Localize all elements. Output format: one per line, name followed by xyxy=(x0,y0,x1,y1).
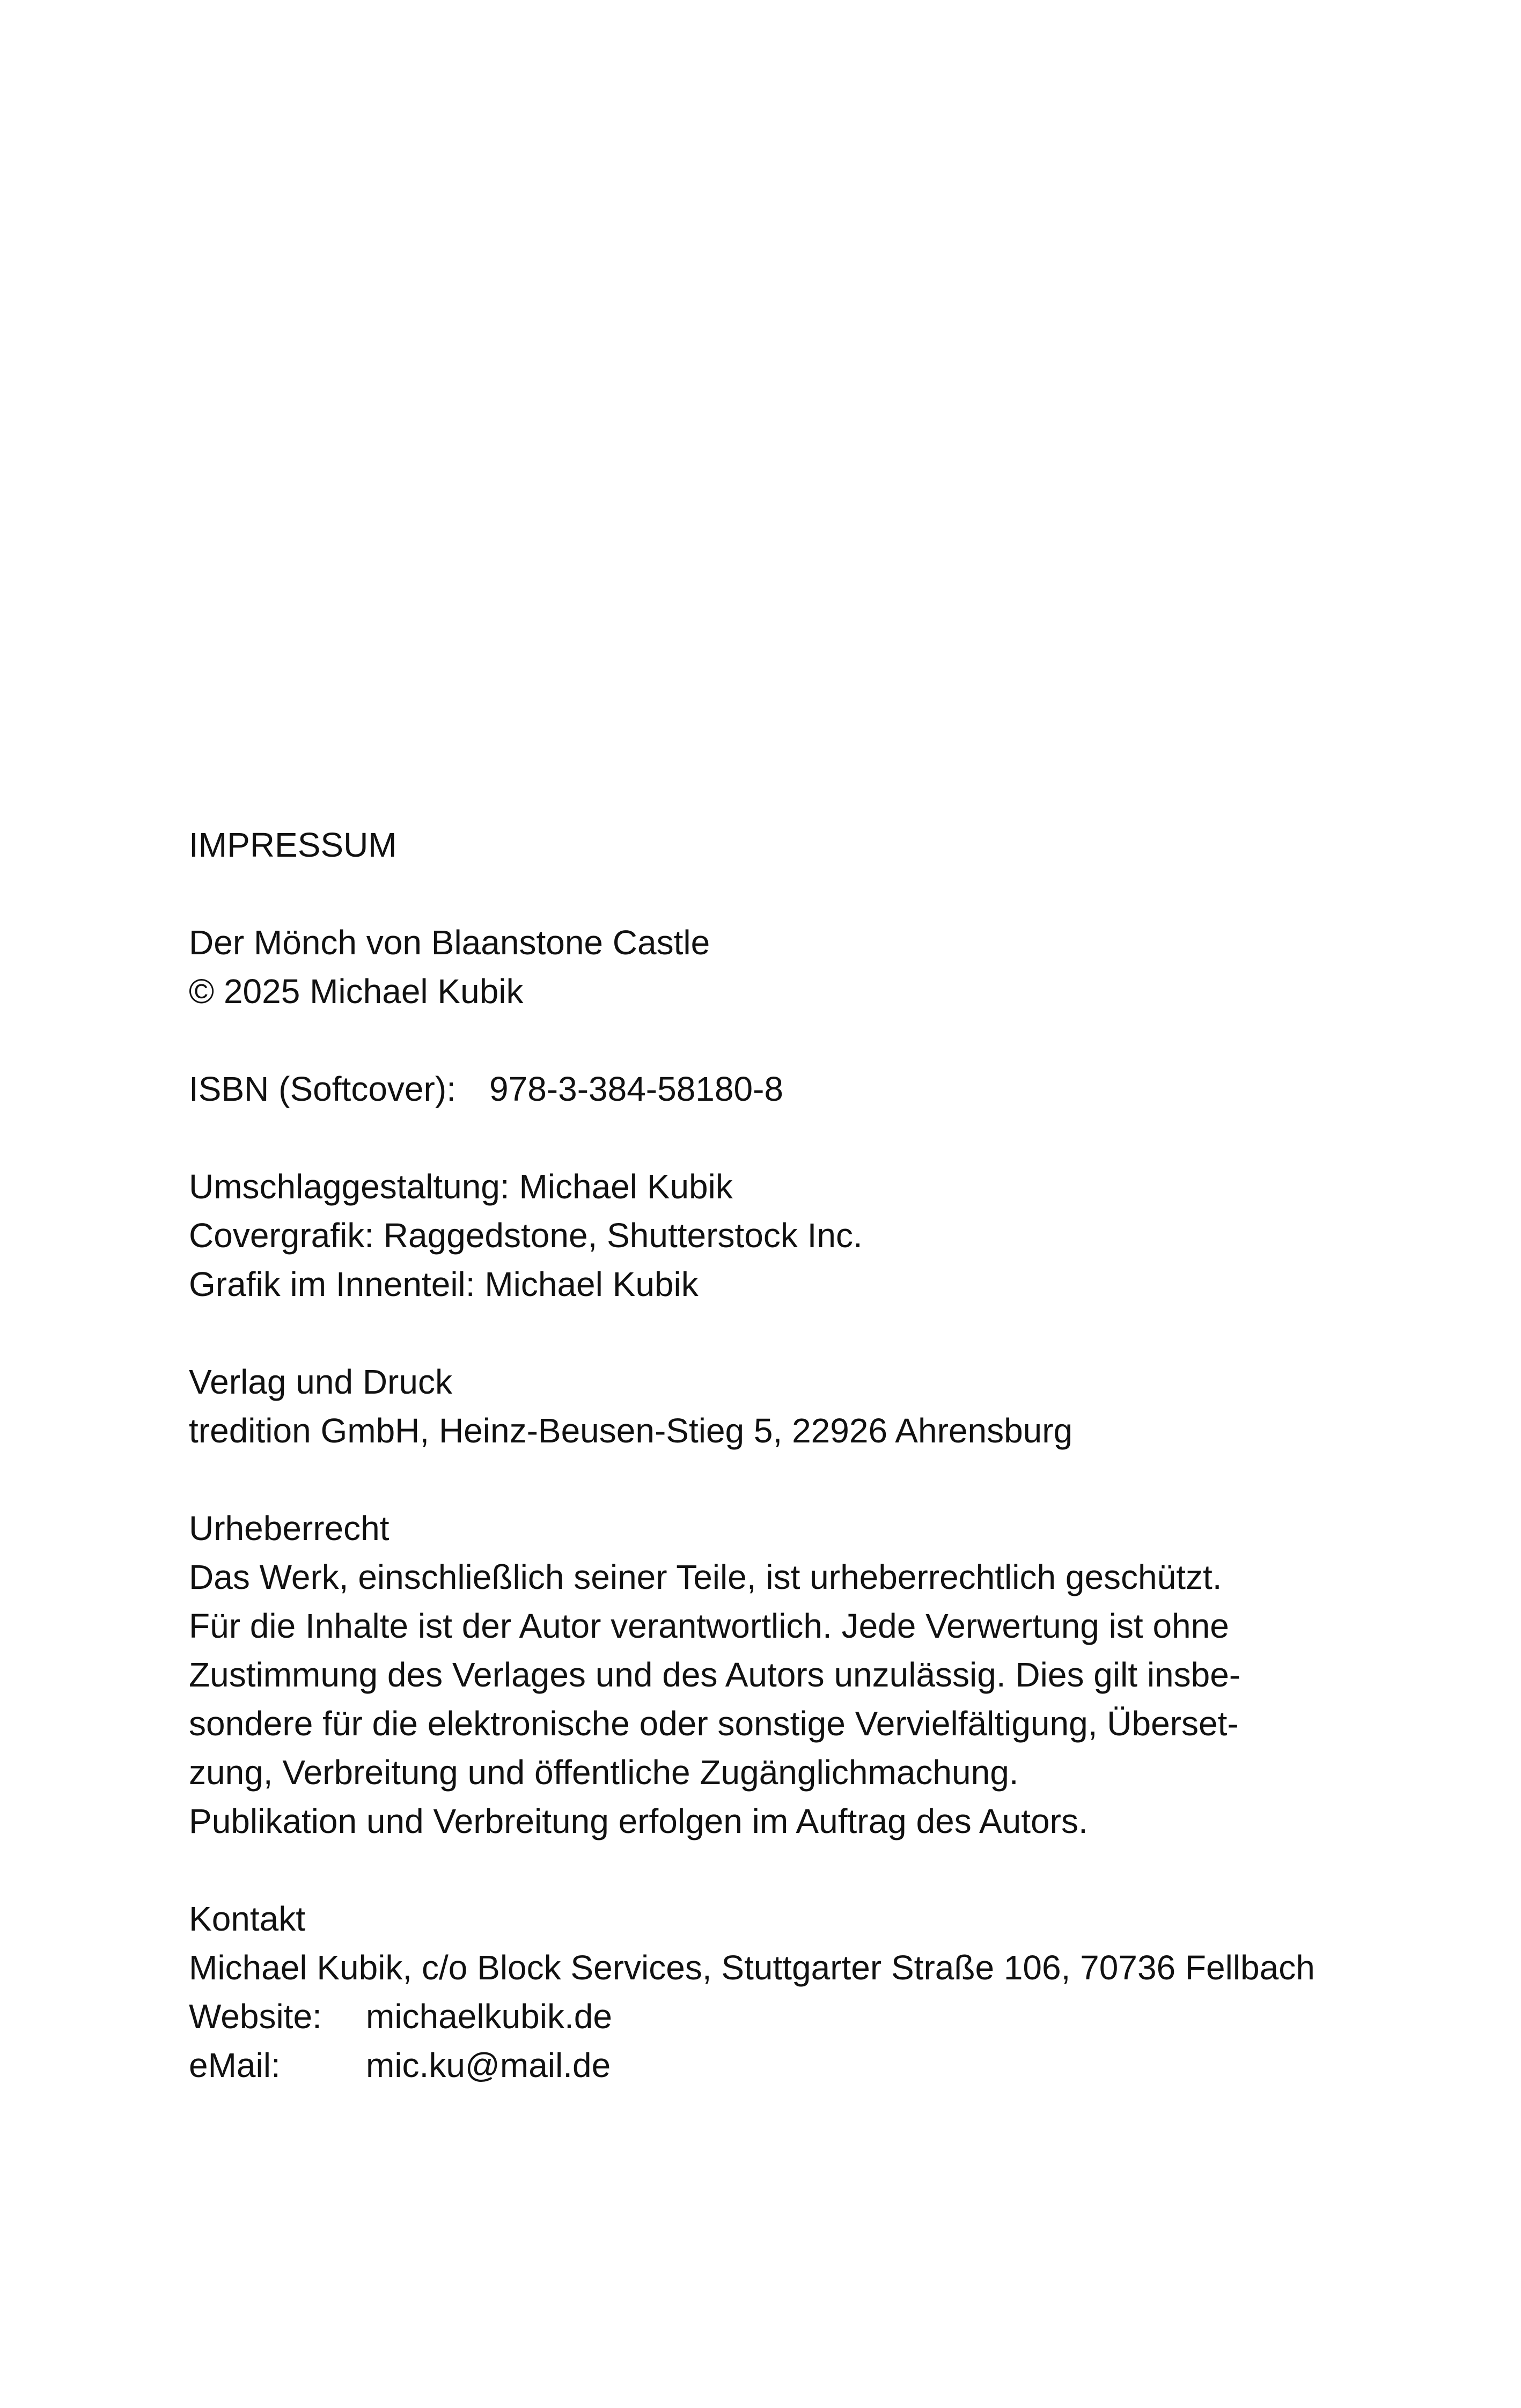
copyright-text-line: Publikation und Verbreitung erfolgen im Auftrag des Autors. xyxy=(189,1802,1088,1840)
contact-heading: Kontakt xyxy=(189,1899,306,1938)
cover-graphic-credit: Covergrafik: Raggedstone, Shutterstock Inc. xyxy=(189,1216,863,1255)
isbn-value: 978-3-384-58180-8 xyxy=(489,1070,783,1108)
email-value: mic.ku@mail.de xyxy=(366,2046,611,2085)
title-block xyxy=(189,918,1423,1016)
isbn-block xyxy=(189,1065,1423,1114)
publisher-heading: Verlag und Druck xyxy=(189,1363,452,1401)
isbn-label: ISBN (Softcover): xyxy=(189,1070,456,1108)
website-label: Website: xyxy=(189,1997,322,2036)
copyright-line: © 2025 Michael Kubik xyxy=(189,972,524,1011)
book-title: Der Mönch von Blaanstone Castle xyxy=(189,923,710,962)
copyright-text-line: sondere für die elektronische oder sonstige Vervielfältigung, Überset- xyxy=(189,1704,1239,1743)
isbn-row xyxy=(189,1065,1423,1114)
impressum-section xyxy=(189,821,1423,2139)
website-row xyxy=(189,1992,1423,2041)
credits-block xyxy=(189,1162,1423,1309)
email-label: eMail: xyxy=(189,2046,281,2085)
cover-design-credit: Umschlaggestaltung: Michael Kubik xyxy=(189,1167,733,1206)
website-value: michaelkubik.de xyxy=(366,1997,612,2036)
publisher-block xyxy=(189,1358,1423,1455)
copyright-notice-block xyxy=(189,1504,1423,1846)
interior-graphic-credit: Grafik im Innenteil: Michael Kubik xyxy=(189,1265,699,1304)
copyright-heading: Urheberrecht xyxy=(189,1509,390,1548)
copyright-text-line: Für die Inhalte ist der Autor verantwortlich. Jede Verwertung ist ohne xyxy=(189,1607,1229,1645)
impressum-heading: IMPRESSUM xyxy=(189,826,397,864)
email-row xyxy=(189,2041,1423,2090)
copyright-text-line: zung, Verbreitung und öffentliche Zugänglichmachung. xyxy=(189,1753,1019,1792)
copyright-text-line: Zustimmung des Verlages und des Autors unzulässig. Dies gilt insbe- xyxy=(189,1655,1241,1694)
impressum-heading-block xyxy=(189,821,1423,870)
contact-address: Michael Kubik, c/o Block Services, Stuttgarter Straße 106, 70736 Fellbach xyxy=(189,1948,1315,1987)
contact-block xyxy=(189,1895,1423,2090)
copyright-text-line: Das Werk, einschließlich seiner Teile, ist urheberrechtlich geschützt. xyxy=(189,1558,1222,1596)
publisher-address: tredition GmbH, Heinz-Beusen-Stieg 5, 22926 Ahrensburg xyxy=(189,1411,1073,1450)
